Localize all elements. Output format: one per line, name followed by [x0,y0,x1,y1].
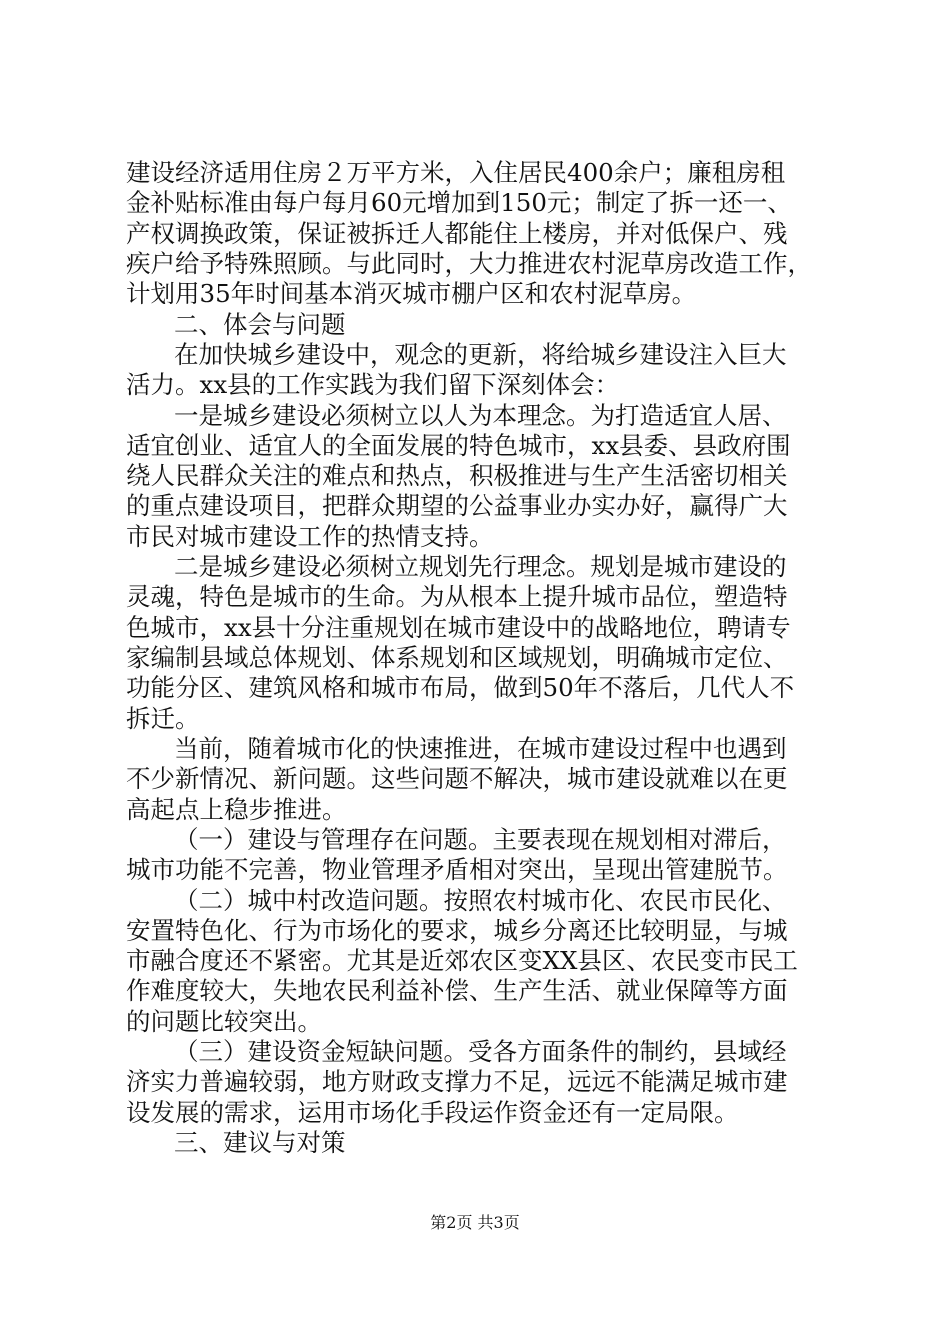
text-line: 色城市，xx县十分注重规划在城市建设中的战略地位，聘请专 [126,613,791,642]
text-line: 一是城乡建设必须树立以人为本理念。为打造适宜人居、 [174,401,787,430]
text-line: 疾户给予特殊照顾。与此同时，大力推进农村泥草房改造工作， [126,249,812,278]
text-line: 适宜创业、适宜人的全面发展的特色城市，xx县委、县政府围 [126,431,791,460]
text-line: 拆迁。 [126,704,200,733]
text-line: 计划用35年时间基本消灭城市棚户区和农村泥草房。 [126,279,697,308]
text-line: 建设经济适用住房２万平方米，入住居民400余户；廉租房租 [126,158,786,187]
text-line: 产权调换政策，保证被拆迁人都能住上楼房，并对低保户、残 [126,219,788,248]
text-line: 家编制县域总体规划、体系规划和区域规划，明确城市定位、 [126,643,788,672]
text-line: 高起点上稳步推进。 [126,795,347,824]
text-line: 市融合度还不紧密。尤其是近郊农区变XX县区、农民变市民工 [126,946,798,975]
text-line: 作难度较大，失地农民利益补偿、生产生活、就业保障等方面 [126,976,788,1005]
text-line: 的重点建设项目，把群众期望的公益事业办实办好，赢得广大 [126,491,788,520]
text-line: 设发展的需求，运用市场化手段运作资金还有一定局限。 [126,1098,739,1127]
text-line: 活力。xx县的工作实践为我们留下深刻体会： [126,370,620,399]
text-line: 安置特色化、行为市场化的要求，城乡分离还比较明显，与城 [126,916,788,945]
text-line: 二是城乡建设必须树立规划先行理念。规划是城市建设的 [174,552,787,581]
text-line: 的问题比较突出。 [126,1007,322,1036]
text-line: 不少新情况、新问题。这些问题不解决，城市建设就难以在更 [126,764,788,793]
text-line: 三、建议与对策 [174,1128,346,1157]
text-line: 城市功能不完善，物业管理矛盾相对突出，呈现出管建脱节。 [126,855,788,884]
text-line: 当前，随着城市化的快速推进，在城市建设过程中也遇到 [174,734,787,763]
text-line: 二、体会与问题 [174,310,346,339]
text-line: 市民对城市建设工作的热情支持。 [126,522,494,551]
text-line: （二）城中村改造问题。按照农村城市化、农民市民化、 [174,886,787,915]
text-line: 在加快城乡建设中，观念的更新，将给城乡建设注入巨大 [174,340,787,369]
text-line: 功能分区、建筑风格和城市布局，做到50年不落后，几代人不 [126,673,795,702]
text-line: 绕人民群众关注的难点和热点，积极推进与生产生活密切相关 [126,461,788,490]
text-line: （一）建设与管理存在问题。主要表现在规划相对滞后， [174,825,787,854]
text-line: 灵魂，特色是城市的生命。为从根本上提升城市品位，塑造特 [126,582,788,611]
text-line: （三）建设资金短缺问题。受各方面条件的制约，县域经 [174,1037,787,1066]
page-footer: 第2页 共3页 [430,1213,520,1232]
text-line: 金补贴标准由每户每月60元增加到150元；制定了拆一还一、 [126,188,792,217]
text-line: 济实力普遍较弱，地方财政支撑力不足，远远不能满足城市建 [126,1067,788,1096]
